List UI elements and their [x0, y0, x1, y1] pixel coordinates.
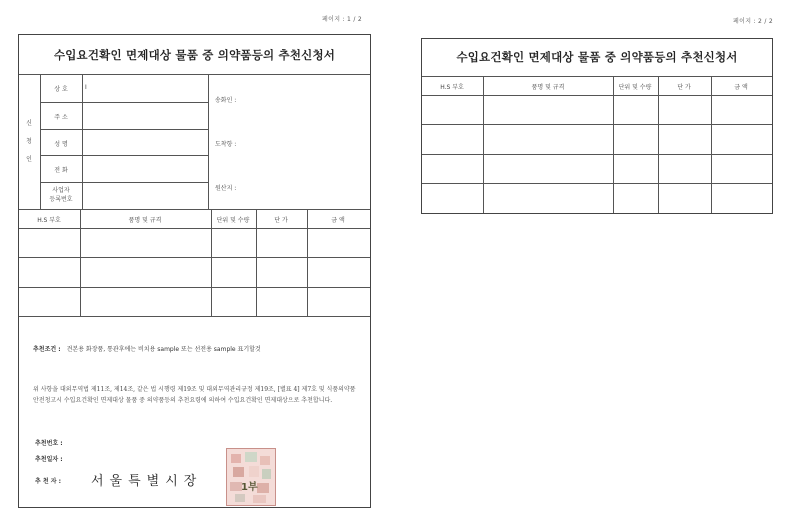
- field-label-phone: 전 화: [54, 167, 68, 174]
- sender-label: 송화인 :: [215, 97, 237, 104]
- field-label-name: 성 명: [54, 141, 68, 148]
- declaration-text: 위 사항을 대외무역법 제11조, 제14조, 같은 법 시행령 제19조 및 대외무역관리규정 제19조, [별표 4] 제7호 및 식품의약품안전청고시 수입요건확인 면제대상 물품 중 의약품등의 추천요령에 의하여 수입요건확인 면제대상으로 추천합니다.: [33, 386, 356, 404]
- rule: [40, 182, 208, 183]
- applicant-group-label: 신 청 인: [26, 120, 32, 163]
- rule: [422, 183, 772, 184]
- rule: [40, 102, 208, 103]
- rule: [40, 129, 208, 130]
- origin-label: 원산지 :: [215, 185, 237, 192]
- seal-text: 1부: [241, 482, 258, 493]
- rule: [256, 209, 257, 316]
- p2-col-header-amount: 금 액: [734, 84, 748, 91]
- page-indicator-1: 페이지 : 1 / 2: [322, 16, 362, 23]
- form-title-page2: 수입요건확인 면제대상 물품 중 의약품등의 추천신청서: [456, 50, 738, 64]
- rule: [19, 316, 370, 317]
- rule: [307, 209, 308, 316]
- rule: [19, 228, 370, 229]
- rule: [211, 209, 212, 316]
- recommender-name: 서울특별시장: [91, 474, 203, 489]
- field-label-company: 상 호: [54, 86, 68, 93]
- p2-col-header-unit-qty: 단위 및 수량: [618, 84, 652, 91]
- rule: [19, 74, 370, 75]
- rule: [208, 74, 209, 209]
- p2-col-header-unit-price: 단 가: [677, 84, 691, 91]
- col-header-amount: 금 액: [331, 217, 345, 224]
- rule: [40, 155, 208, 156]
- rule: [422, 76, 772, 77]
- rule: [19, 209, 370, 210]
- p2-col-header-hs: H.S 부호: [440, 84, 464, 91]
- rule: [40, 74, 41, 209]
- col-header-hs: H.S 부호: [37, 217, 61, 224]
- recommendation-number-label: 추천번호 :: [35, 440, 63, 447]
- rule: [711, 76, 712, 213]
- rule: [19, 287, 370, 288]
- field-label-business-number: 사업자 등록번호: [49, 187, 73, 203]
- company-value: I: [85, 84, 87, 91]
- p2-col-header-item: 품명 및 규격: [531, 84, 565, 91]
- col-header-unit-qty: 단위 및 수량: [216, 217, 250, 224]
- form-page-1: [18, 34, 371, 508]
- rule: [483, 76, 484, 213]
- page-indicator-2: 페이지 : 2 / 2: [733, 18, 773, 25]
- official-seal: [226, 448, 276, 506]
- field-label-address: 주 소: [54, 114, 68, 121]
- col-header-item: 품명 및 규격: [128, 217, 162, 224]
- col-header-unit-price: 단 가: [274, 217, 288, 224]
- rule: [422, 95, 772, 96]
- rule: [613, 76, 614, 213]
- rule: [19, 257, 370, 258]
- rule: [422, 124, 772, 125]
- arrival-port-label: 도착항 :: [215, 141, 237, 148]
- rule: [82, 74, 83, 209]
- form-title: 수입요건확인 면제대상 물품 중 의약품등의 추천신청서: [53, 48, 336, 62]
- rule: [658, 76, 659, 213]
- form-page-2: [421, 38, 773, 214]
- condition: 추천조건 : 견본용 화장품, 통관후에는 비치용 sample 또는 선전용 sample 표기할것: [33, 346, 261, 353]
- recommendation-date-label: 추천일자 :: [35, 456, 63, 463]
- recommender-label: 추 천 자 :: [35, 478, 62, 485]
- rule: [80, 209, 81, 316]
- rule: [422, 154, 772, 155]
